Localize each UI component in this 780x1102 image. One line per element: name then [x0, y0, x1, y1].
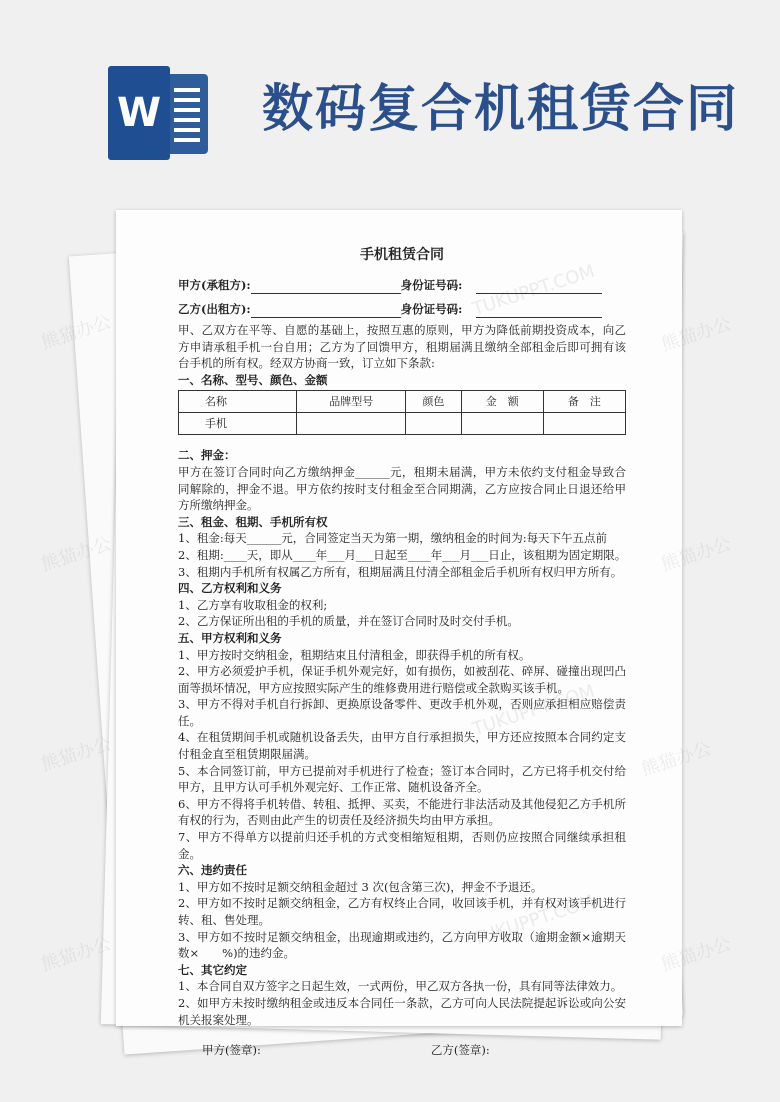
- watermark: 熊猫办公: [658, 533, 734, 576]
- party-b-field[interactable]: [251, 304, 401, 318]
- clause-line: 6、甲方不得将手机转借、转租、抵押、买卖，不能进行非法活动及其他侵犯乙方手机所有权的行为，否则由此产生的切责任及经济损失均由甲方承担。: [178, 796, 626, 828]
- clause-line: 2、租期:____天，即从____年___月___日起至____年___月___日止，该租期为固定期限。: [178, 547, 626, 562]
- party-b-row: [178, 294, 626, 318]
- watermark: 熊猫办公: [38, 933, 114, 976]
- id-label: 身份证号码:: [400, 278, 463, 293]
- clause-line: 1、甲方按时交纳租金，租期结束且付清租金，即获得手机的所有权。: [178, 647, 531, 662]
- section-5-title: 五、甲方权利和义务: [178, 630, 282, 645]
- watermark: 熊猫办公: [38, 733, 114, 776]
- table-row: [179, 413, 626, 435]
- clause-line: 1、乙方享有收取租金的权利;: [178, 597, 328, 612]
- watermark: 熊猫办公: [658, 933, 734, 976]
- clause-line: 1、租金:每天______元，合同签定当天为第一期，缴纳租金的时间为:每天下午五点前: [178, 531, 608, 546]
- party-b-id-field[interactable]: [476, 304, 602, 318]
- document-title: 手机租赁合同: [360, 247, 444, 263]
- clause-line: 2、甲方如不按时足额交纳租金，乙方有权终止合同，收回该手机，并有权对该手机进行转、租、售处理。: [178, 896, 626, 927]
- clause-line: 2、乙方保证所出租的手机的质量，并在签订合同时及时交付手机。: [178, 614, 519, 629]
- signature-row: [178, 1040, 626, 1060]
- clause-line: 1、本合同自双方签字之日起生效，一式两份，甲乙双方各执一份，具有同等法律效力。: [178, 979, 623, 994]
- clause-line: 4、在租赁期间手机或随机设备丢失，由甲方自行承担损失，甲方还应按照本合同约定支付租金直至租赁期限届满。: [178, 730, 626, 762]
- clause-line: 2、如甲方未按时缴纳租金或违反本合同任一条款，乙方可向人民法院提起诉讼或向公安机关报案处理。: [178, 995, 626, 1027]
- clause-line: 3、甲方如不按时足额交纳租金，出现逾期或违约，乙方向甲方收取（逾期金额×逾期天数× %)的违约金。: [178, 929, 626, 961]
- clause-line: 7、甲方不得单方以提前归还手机的方式变相缩短租期，否则仍应按照合同继续承担租金。: [178, 830, 626, 861]
- clause-line: 2、甲方必须爱护手机，保证手机外观完好，如有损伤，如被刮花、碎屏、碰撞出现凹凸面等损坏情况，甲方应按照实际产生的维修费用进行赔偿或全款购买该手机。: [178, 664, 626, 695]
- section-4-title: 四、乙方权利和义务: [178, 581, 282, 596]
- table-header-cell: 品牌型号: [297, 391, 406, 413]
- section-3-title: 三、租金、租期、手机所有权: [178, 514, 328, 529]
- table-header-cell: 备 注: [543, 391, 625, 413]
- section-6-title: 六、违约责任: [178, 863, 247, 878]
- clause-line: 5、本合同签订前，甲方已提前对手机进行了检查；签订本合同时，乙方已将手机交付给甲方，且甲方认可手机外观完好、工作正常、随机设备齐全。: [178, 763, 626, 795]
- table-cell[interactable]: [297, 413, 406, 435]
- party-a-label: 甲方(承租方):: [178, 278, 251, 293]
- party-b-signature[interactable]: 乙方(签章):: [430, 1042, 490, 1057]
- table-header-cell: 名称: [179, 391, 297, 413]
- table-cell: 手机: [179, 413, 297, 435]
- word-app-icon: [108, 66, 210, 160]
- table-header-cell: 颜色: [406, 391, 462, 413]
- banner-title: 数码复合机租赁合同: [262, 80, 740, 139]
- word-icon-letter: W: [108, 66, 170, 160]
- party-b-label: 乙方(出租方):: [178, 302, 251, 317]
- table-cell[interactable]: [461, 413, 543, 435]
- party-a-signature[interactable]: 甲方(签章):: [202, 1042, 261, 1057]
- section-7-title: 七、其它约定: [178, 962, 247, 977]
- table-header-cell: 金 额: [461, 391, 543, 413]
- section-2-title: 二、押金：: [178, 448, 236, 463]
- id-label: 身份证号码:: [400, 302, 463, 317]
- clause-line: 3、甲方不得对手机自行拆卸、更换原设备零件、更改手机外观，否则应承担相应赔偿责任。: [178, 697, 626, 728]
- table-cell[interactable]: [543, 413, 625, 435]
- party-a-id-field[interactable]: [476, 280, 602, 294]
- watermark: 熊猫办公: [658, 313, 734, 356]
- items-table: [178, 390, 626, 435]
- section-1-title: 一、名称、型号、颜色、金额: [178, 372, 328, 387]
- clause-line: 3、租期内手机所有权属乙方所有，租期届满且付清全部租金后手机所有权归甲方所有。: [178, 564, 623, 579]
- party-a-row: [178, 270, 626, 294]
- party-a-field[interactable]: [251, 280, 401, 294]
- clause-line: 1、甲方如不按时足额交纳租金超过 3 次(包含第三次)，押金不予退还。: [178, 879, 543, 894]
- contract-body: [178, 240, 626, 1060]
- table-header-row: [179, 391, 626, 413]
- deposit-paragraph: 甲方在签订合同时向乙方缴纳押金______元，租期未届满，甲方未依约支付租金导致合同解除的，押金不退。甲方依约按时支付租金至合同期满，乙方应按合同止日退还给甲方所缴纳押金。: [178, 464, 626, 513]
- intro-paragraph: 甲、乙双方在平等、自愿的基础上，按照互惠的原则，甲方为降低前期投资成本，向乙方申请承租手机一台自用；乙方为了回馈甲方，租期届满且缴纳全部租金后即可拥有该台手机的所有权。经双方协商一致，订立如下条款:: [178, 323, 626, 371]
- watermark: 熊猫办公: [38, 533, 114, 576]
- table-cell[interactable]: [406, 413, 462, 435]
